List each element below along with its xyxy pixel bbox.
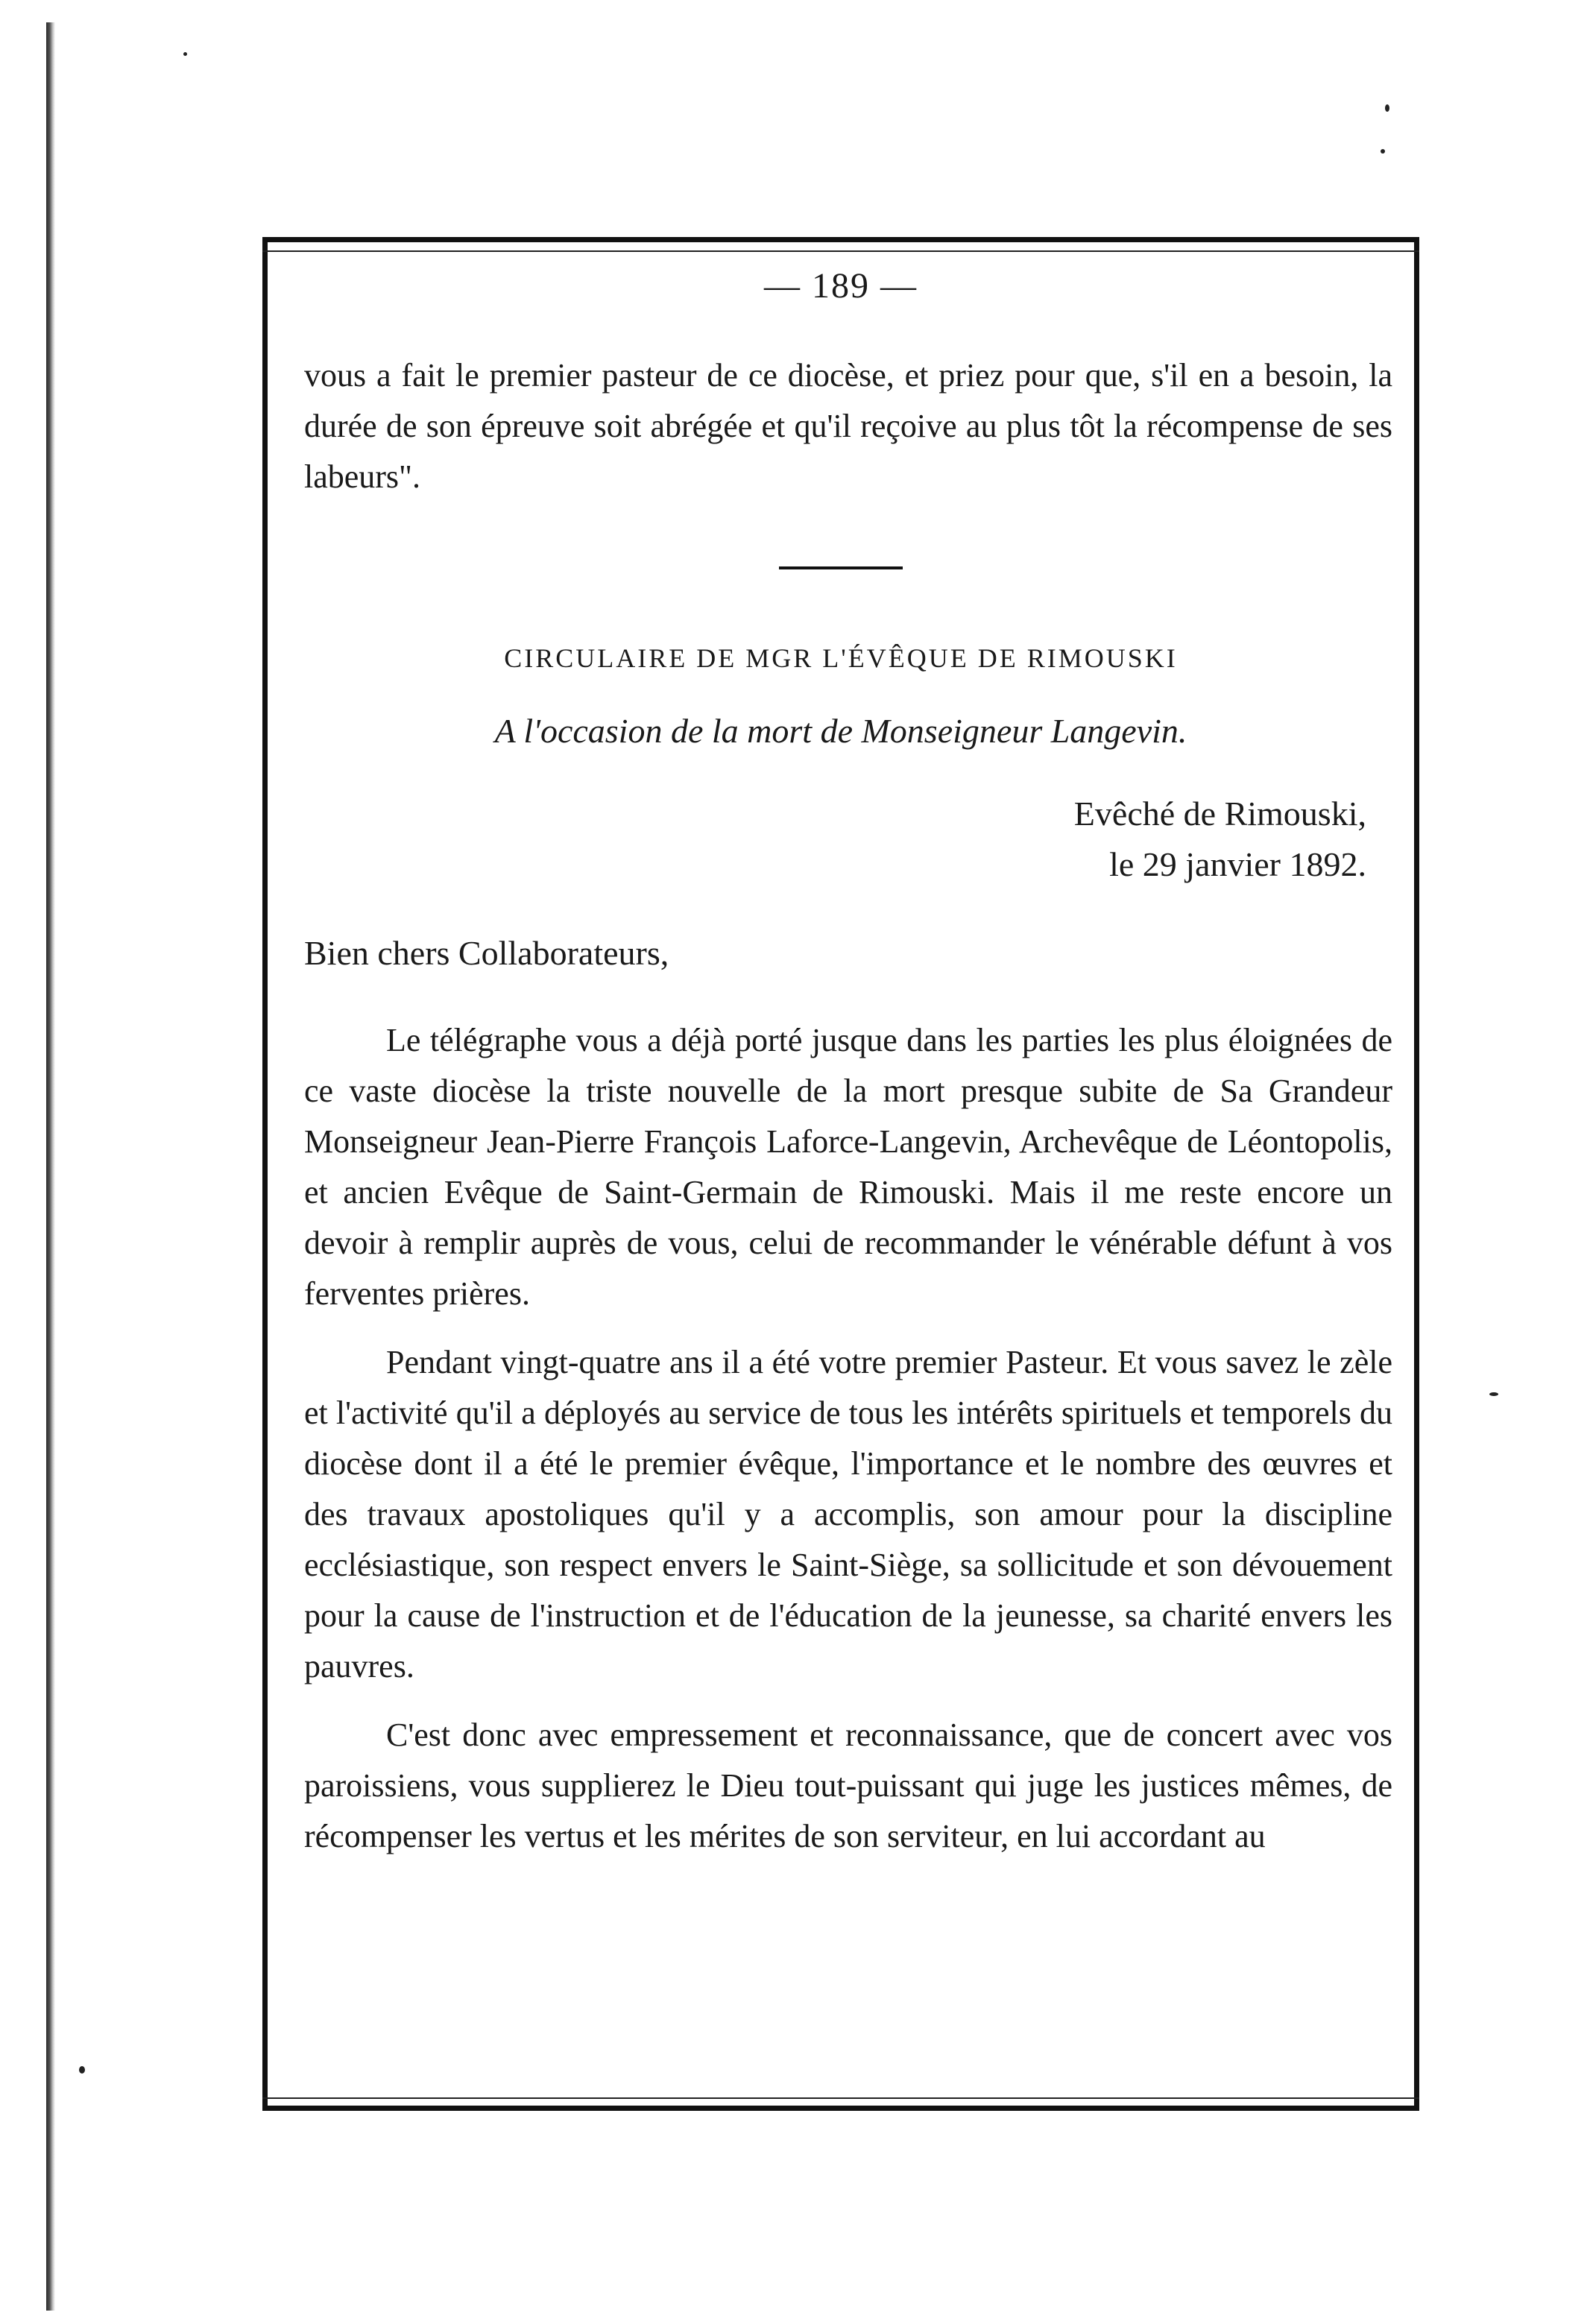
scan-speck bbox=[79, 2066, 85, 2074]
dateline bbox=[1074, 789, 1366, 890]
scan-speck bbox=[183, 52, 187, 56]
body-paragraph: C'est donc avec empressement et reconnaissance, que de concert avec vos paroissiens, vous supplierez le Dieu tout-puissant qui juge les justices mêmes, de récompenser les vertus et les mérites de son serviteur, en lui accordant au bbox=[304, 1717, 1392, 1854]
page-binding-edge bbox=[46, 22, 55, 2311]
section-divider-rule bbox=[779, 566, 903, 569]
dateline-place: Evêché de Rimouski, bbox=[1073, 795, 1366, 833]
letter-body bbox=[304, 1015, 1392, 1862]
dateline-date: le 29 janvier 1892. bbox=[1109, 845, 1366, 883]
body-paragraph: Le télégraphe vous a déjà porté jusque dans les parties les plus éloignées de ce vaste diocèse la triste nouvelle de la mort presque subite de Sa Grandeur Monseigneur Jean-Pierre François Laforce-Langevin, Archevêque de Léontopolis, et ancien Evêque de Saint-Germain de Rimouski. Mais il me reste encore un devoir à remplir auprès de vous, celui de recommander le vénérable défunt à vos ferventes prières. bbox=[304, 1022, 1392, 1312]
scan-speck bbox=[1381, 149, 1385, 154]
continuation-text: vous a fait le premier pasteur de ce diocèse, et priez pour que, s'il en a besoin, la durée de son épreuve soit abrégée et qu'il reçoive au plus tôt la récompense de ses labeurs". bbox=[304, 357, 1392, 495]
scan-speck bbox=[1385, 104, 1389, 112]
continuation-paragraph bbox=[304, 350, 1392, 502]
circular-heading: CIRCULAIRE DE MGR L'ÉVÊQUE DE RIMOUSKI bbox=[504, 643, 1178, 673]
circular-subheading: A l'occasion de la mort de Monseigneur Langevin. bbox=[494, 712, 1187, 750]
frame-inner-top-rule bbox=[262, 250, 1419, 252]
page-number: — 189 — bbox=[764, 266, 918, 306]
frame-inner-bottom-rule bbox=[262, 2097, 1419, 2099]
salutation: Bien chers Collaborateurs, bbox=[304, 934, 669, 972]
scan-speck bbox=[1489, 1392, 1498, 1396]
body-paragraph: Pendant vingt-quatre ans il a été votre premier Pasteur. Et vous savez le zèle et l'activité qu'il a déployés au service de tous les intérêts spirituels et temporels du diocèse dont il a été le premier évêque, l'importance et le nombre des œuvres et des travaux apostoliques qu'il y a accomplis, son amour pour la discipline ecclésiastique, son respect envers le Saint-Siège, sa sollicitude et son dévouement pour la cause de l'instruction et de l'éducation de la jeunesse, sa charité envers les pauvres. bbox=[304, 1344, 1392, 1684]
